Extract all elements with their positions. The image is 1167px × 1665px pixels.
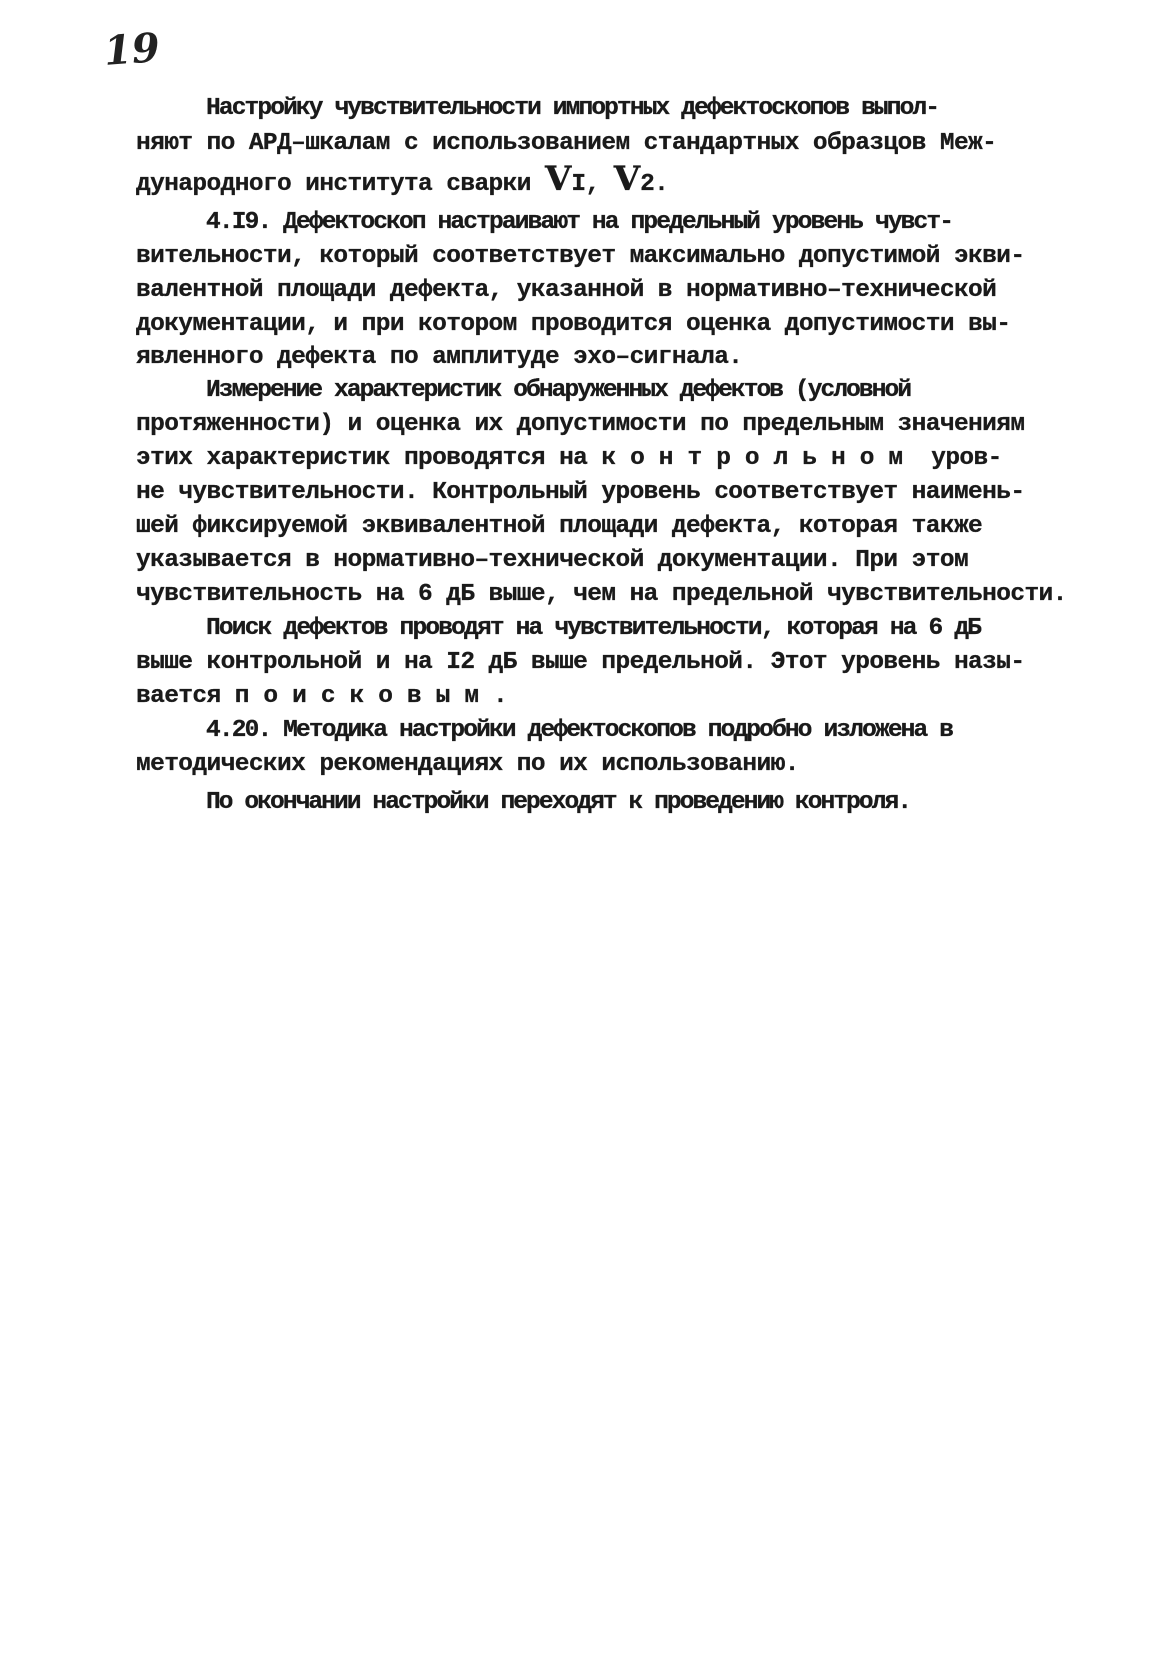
text-line: 4.20. Методика настройки дефектоскопов подробно изложена в bbox=[206, 717, 953, 744]
text-line: валентной площади дефекта, указанной в нормативно–технической bbox=[136, 277, 997, 304]
text-line: протяженности) и оценка их допустимости по предельным значениям bbox=[136, 411, 1025, 438]
text-line: методических рекомендациях по их использованию. bbox=[136, 751, 799, 778]
text-line: документации, и при котором проводится оценка допустимости вы- bbox=[136, 311, 1011, 338]
text-line: шей фиксируемой эквивалентной площади дефекта, которая также bbox=[136, 513, 983, 540]
text-line: указывается в нормативно–технической документации. При этом bbox=[136, 547, 969, 574]
page-number: 19 bbox=[102, 24, 162, 75]
text-line: этих характеристик проводятся на контрольном уров- bbox=[136, 445, 1002, 472]
emphasized-term: контрольном bbox=[601, 445, 918, 472]
text-line: Настройку чувствительности импортных дефектоскопов выпол- bbox=[206, 95, 939, 122]
text-line: По окончании настройки переходят к проведению контроля. bbox=[206, 789, 911, 816]
text-line: чувствительность на 6 дБ выше, чем на предельной чувствительности. bbox=[136, 581, 1067, 608]
text-line: дународного института сварки VI, V2. bbox=[136, 159, 669, 199]
text-line: Измерение характеристик обнаруженных дефектов (условной bbox=[206, 377, 911, 404]
text-line: 4.I9. Дефектоскоп настраивают на предельный уровень чувст- bbox=[206, 209, 953, 236]
sample-symbol: V bbox=[544, 159, 572, 199]
text-line: выше контрольной и на I2 дБ выше предельной. Этот уровень назы- bbox=[136, 649, 1025, 676]
emphasized-term: поисковым. bbox=[234, 683, 522, 710]
text-line: явленного дефекта по амплитуде эхо–сигнала. bbox=[136, 344, 743, 371]
text-line: вительности, который соответствует максимально допустимой экви- bbox=[136, 243, 1025, 270]
text-line: Поиск дефектов проводят на чувствительности, которая на 6 дБ bbox=[206, 615, 981, 642]
text-line: няют по АРД–шкалам с использованием стандартных образцов Меж- bbox=[136, 130, 997, 157]
text-line: вается поисковым. bbox=[136, 683, 522, 710]
sample-symbol: V bbox=[613, 159, 641, 199]
text-line: не чувствительности. Контрольный уровень соответствует наимень- bbox=[136, 479, 1025, 506]
